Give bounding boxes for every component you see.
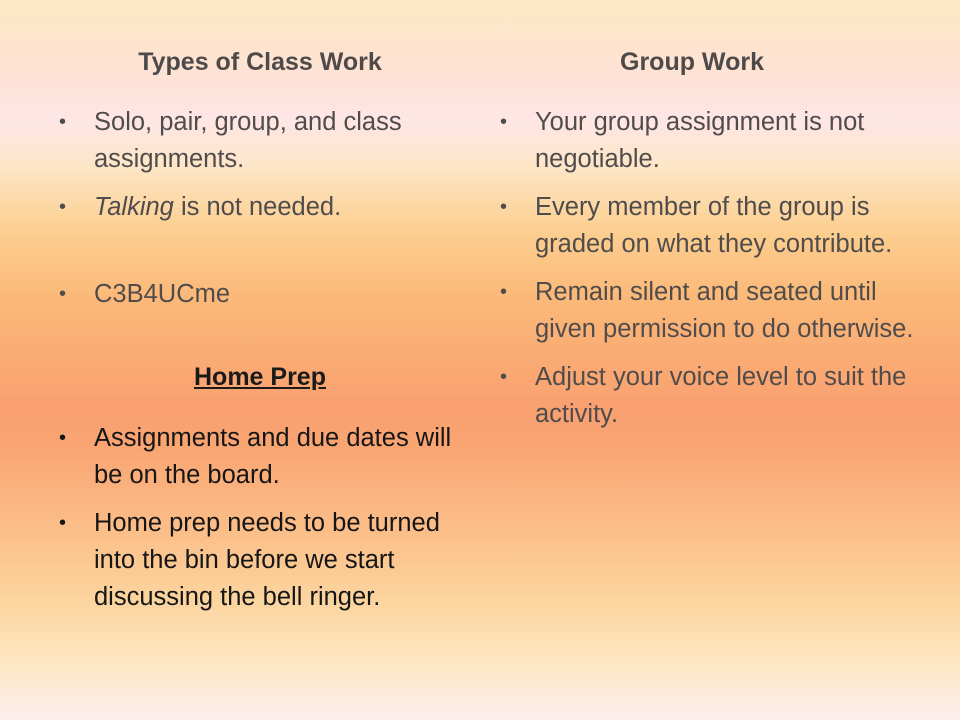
bullet-icon: • bbox=[59, 427, 67, 449]
list-item bbox=[59, 189, 459, 226]
list-item bbox=[500, 274, 932, 348]
list-item-text: Remain silent and seated until given permission to do otherwise. bbox=[535, 278, 914, 343]
list-item bbox=[59, 104, 459, 178]
list-item-text: Every member of the group is graded on what they contribute. bbox=[535, 193, 893, 258]
class-work-list bbox=[59, 104, 459, 313]
list-item-text: is not needed. bbox=[173, 193, 342, 221]
bullet-icon: • bbox=[59, 512, 67, 534]
list-item-text: Solo, pair, group, and class assignments. bbox=[94, 108, 402, 173]
list-item bbox=[59, 505, 459, 616]
emphasized-word: Talking bbox=[94, 193, 174, 221]
bullet-icon: • bbox=[59, 283, 67, 305]
bullet-icon: • bbox=[500, 111, 508, 133]
list-item bbox=[500, 359, 932, 433]
list-item-text: C3B4UCme bbox=[94, 280, 231, 308]
list-item bbox=[59, 420, 459, 494]
group-work-list bbox=[500, 104, 932, 444]
bullet-icon: • bbox=[59, 196, 67, 218]
list-item-text: Assignments and due dates will be on the board. bbox=[94, 424, 452, 489]
list-item-text: Home prep needs to be turned into the bin before we start discussing the bell ringer. bbox=[94, 509, 440, 611]
bullet-icon: • bbox=[500, 281, 508, 303]
list-item bbox=[500, 104, 932, 178]
group-work-title: Group Work bbox=[620, 48, 764, 76]
bullet-icon: • bbox=[500, 366, 508, 388]
list-item bbox=[500, 189, 932, 263]
list-item-text: Your group assignment is not negotiable. bbox=[535, 108, 865, 173]
home-prep-list bbox=[59, 420, 459, 616]
list-item-text: Adjust your voice level to suit the activity. bbox=[535, 363, 907, 428]
home-prep-title: Home Prep bbox=[194, 363, 326, 391]
list-item bbox=[59, 276, 459, 313]
bullet-icon: • bbox=[59, 111, 67, 133]
bullet-icon: • bbox=[500, 196, 508, 218]
class-work-title: Types of Class Work bbox=[138, 48, 382, 76]
